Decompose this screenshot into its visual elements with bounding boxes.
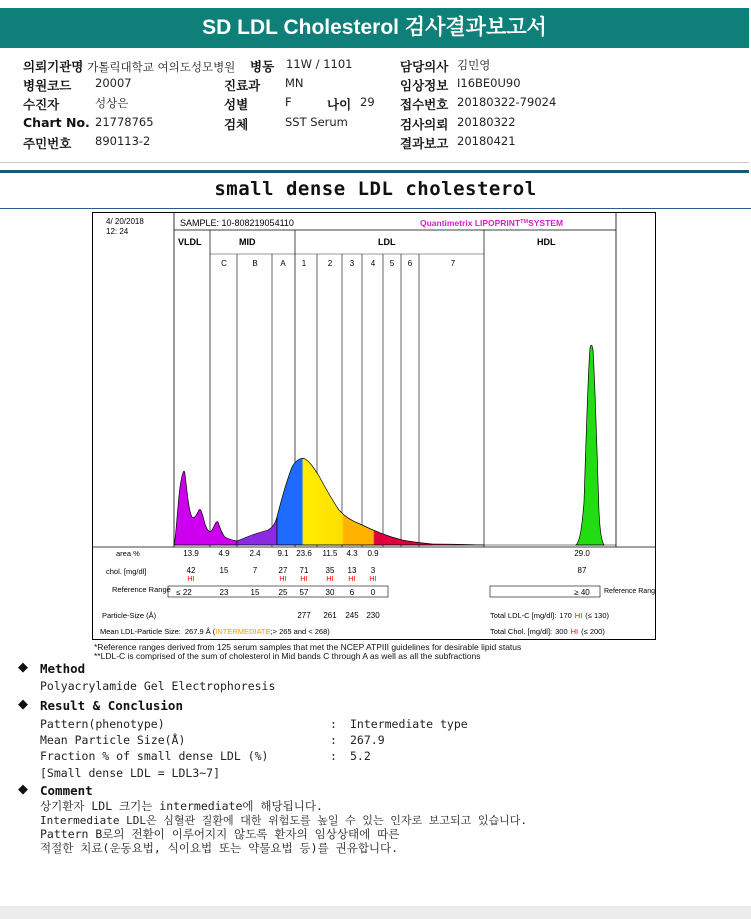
result-sep: : xyxy=(330,717,337,731)
section-divider xyxy=(0,170,749,173)
footnote-1: *Reference ranges derived from 125 serum samples that met the NCEP ATPIII guidelines for desirable lipid status xyxy=(94,642,522,652)
area-b: 2.4 xyxy=(249,549,261,558)
info-requesting-institution: 의뢰기관명 가톨릭대학교 여의도성모병원 xyxy=(23,59,236,74)
band-b: B xyxy=(252,259,258,268)
result-pattern-value: Intermediate type xyxy=(350,717,468,731)
mean-size: Mean LDL-Particle Size: 267.9 Å (INTERMEDIATE;> 265 and < 268) xyxy=(100,627,330,636)
info-hospital-code: 병원코드 20007 xyxy=(23,76,132,93)
row-label-area: area % xyxy=(116,549,140,558)
band-3: 3 xyxy=(349,259,355,268)
result-pattern-label: Pattern(phenotype) xyxy=(40,717,165,731)
result-sep: : xyxy=(330,733,337,747)
group-ldl: LDL xyxy=(378,237,396,247)
band-a: A xyxy=(280,259,286,268)
info-patient-name: 수진자 성상은 xyxy=(23,96,129,112)
result-note: [Small dense LDL = LDL3~7] xyxy=(40,766,221,780)
info-clinical: 임상정보 I16BE0U90 xyxy=(400,76,521,93)
info-ward: 병동 11W / 1101 xyxy=(250,57,353,74)
method-text: Polyacrylamide Gel Electrophoresis xyxy=(40,679,276,693)
comment-heading: Comment xyxy=(40,783,93,798)
area-vldl: 13.9 xyxy=(183,549,199,558)
chart-date: 4/ 20/2018 xyxy=(106,217,144,226)
size-2: 261 xyxy=(323,611,337,620)
chol-b: 7 xyxy=(252,566,258,575)
flag-vldl: HI xyxy=(187,574,195,583)
bottom-bar xyxy=(0,906,751,919)
flag-4: HI xyxy=(369,574,377,583)
area-c: 4.9 xyxy=(218,549,230,558)
ref-3: 6 xyxy=(349,588,355,597)
row-label-size: Particle-Size (Å) xyxy=(102,611,157,620)
flag-a: HI xyxy=(279,574,287,583)
chol-4: 3 xyxy=(370,566,376,575)
size-3: 245 xyxy=(345,611,359,620)
report-title: SD LDL Cholesterol 검사결과보고서 xyxy=(202,16,547,39)
flag-1: HI xyxy=(300,574,308,583)
info-sex: 성별 F xyxy=(224,95,292,112)
chart-time: 12: 24 xyxy=(106,227,129,236)
section-title-rule xyxy=(0,208,751,209)
comment-line-2: Intermediate LDL은 심혈관 질환에 대한 위험도를 높일 수 있는 인자로 보고되고 있습니다. xyxy=(40,814,527,827)
ref-vldl: ≤ 22 xyxy=(176,588,192,597)
diamond-bullet-icon: ◆ xyxy=(18,660,28,675)
diamond-bullet-icon: ◆ xyxy=(18,697,28,712)
info-chart-no: Chart No. 21778765 xyxy=(23,115,154,130)
section-title: small dense LDL cholesterol xyxy=(214,178,537,200)
row-label-ref: Reference Range xyxy=(112,585,171,594)
ref-right-label: Reference Range xyxy=(604,588,656,595)
ref-hdl: ≥ 40 xyxy=(574,588,590,597)
size-1: 277 xyxy=(297,611,311,620)
lipoprint-chart xyxy=(92,212,656,640)
area-1: 23.6 xyxy=(296,549,312,558)
result-sep: : xyxy=(330,749,337,763)
footnote-2: **LDL-C is comprised of the sum of cholesterol in Mid bands C through A as well as all the subfractions xyxy=(94,651,481,661)
flag-3: HI xyxy=(348,574,356,583)
ref-c: 23 xyxy=(219,588,229,597)
lipoprint-svg xyxy=(92,212,656,640)
area-3: 4.3 xyxy=(346,549,358,558)
total-ldl: Total LDL-C [mg/dl]: 170 HI (≤ 130) xyxy=(490,611,610,620)
area-4: 0.9 xyxy=(367,549,379,558)
comment-line-3: Pattern B로의 전환이 이루어지지 않도록 환자의 임상상태에 따른 xyxy=(40,827,400,841)
band-5: 5 xyxy=(389,259,395,268)
method-heading: Method xyxy=(40,661,86,676)
area-a: 9.1 xyxy=(277,549,289,558)
band-7: 7 xyxy=(450,259,456,268)
group-hdl: HDL xyxy=(537,237,556,247)
band-2: 2 xyxy=(327,259,333,268)
band-c: C xyxy=(221,259,227,268)
info-accession-no: 접수번호 20180322-79024 xyxy=(400,95,557,112)
info-resident-no: 주민번호 890113-2 xyxy=(23,134,151,151)
ref-4: 0 xyxy=(370,588,376,597)
chol-c: 15 xyxy=(219,566,229,575)
ref-b: 15 xyxy=(250,588,260,597)
result-fraction-value: 5.2 xyxy=(350,749,371,763)
result-size-label: Mean Particle Size(Å) xyxy=(40,733,186,747)
report-header-banner xyxy=(0,8,749,48)
chol-hdl: 87 xyxy=(577,566,587,575)
result-size-value: 267.9 xyxy=(350,733,385,747)
diamond-bullet-icon: ◆ xyxy=(18,782,28,797)
info-request-date: 검사의뢰 20180322 xyxy=(400,115,516,132)
group-mid: MID xyxy=(239,237,256,247)
band-6: 6 xyxy=(407,259,413,268)
result-heading: Result & Conclusion xyxy=(40,698,183,713)
size-4: 230 xyxy=(366,611,380,620)
area-hdl: 29.0 xyxy=(574,549,590,558)
flag-2: HI xyxy=(326,574,334,583)
divider xyxy=(0,162,749,163)
chol-1: 71 xyxy=(299,566,309,575)
row-label-chol: chol. [mg/dl] xyxy=(106,567,147,576)
chart-brand: Quantimetrix LIPOPRINT™SYSTEM xyxy=(420,218,564,228)
ref-1: 57 xyxy=(299,588,309,597)
area-2: 11.5 xyxy=(322,549,338,558)
info-report-date: 결과보고 20180421 xyxy=(400,134,516,151)
result-fraction-label: Fraction % of small dense LDL (%) xyxy=(40,749,269,763)
ref-2: 30 xyxy=(325,588,335,597)
chol-2: 35 xyxy=(325,566,335,575)
info-age: 나이 29 xyxy=(327,95,375,112)
info-specimen: 검체 SST Serum xyxy=(224,115,348,132)
chol-3: 13 xyxy=(347,566,357,575)
comment-line-1: 상기환자 LDL 크기는 intermediate에 해당됩니다. xyxy=(40,799,323,813)
chol-a: 27 xyxy=(278,566,288,575)
band-4: 4 xyxy=(370,259,376,268)
info-department: 진료과 MN xyxy=(224,76,304,93)
group-vldl: VLDL xyxy=(178,237,202,247)
comment-line-4: 적절한 치료(운동요법, 식이요법 또는 약물요법 등)를 권유합니다. xyxy=(40,841,399,855)
info-doctor: 담당의사 김민영 xyxy=(400,58,491,74)
chart-sample: SAMPLE: 10-808219054110 xyxy=(180,218,294,228)
total-chol: Total Chol. [mg/dl]: 300 HI (≤ 200) xyxy=(490,627,605,636)
ref-a: 25 xyxy=(278,588,288,597)
chol-vldl: 42 xyxy=(186,566,196,575)
band-1: 1 xyxy=(301,259,307,268)
